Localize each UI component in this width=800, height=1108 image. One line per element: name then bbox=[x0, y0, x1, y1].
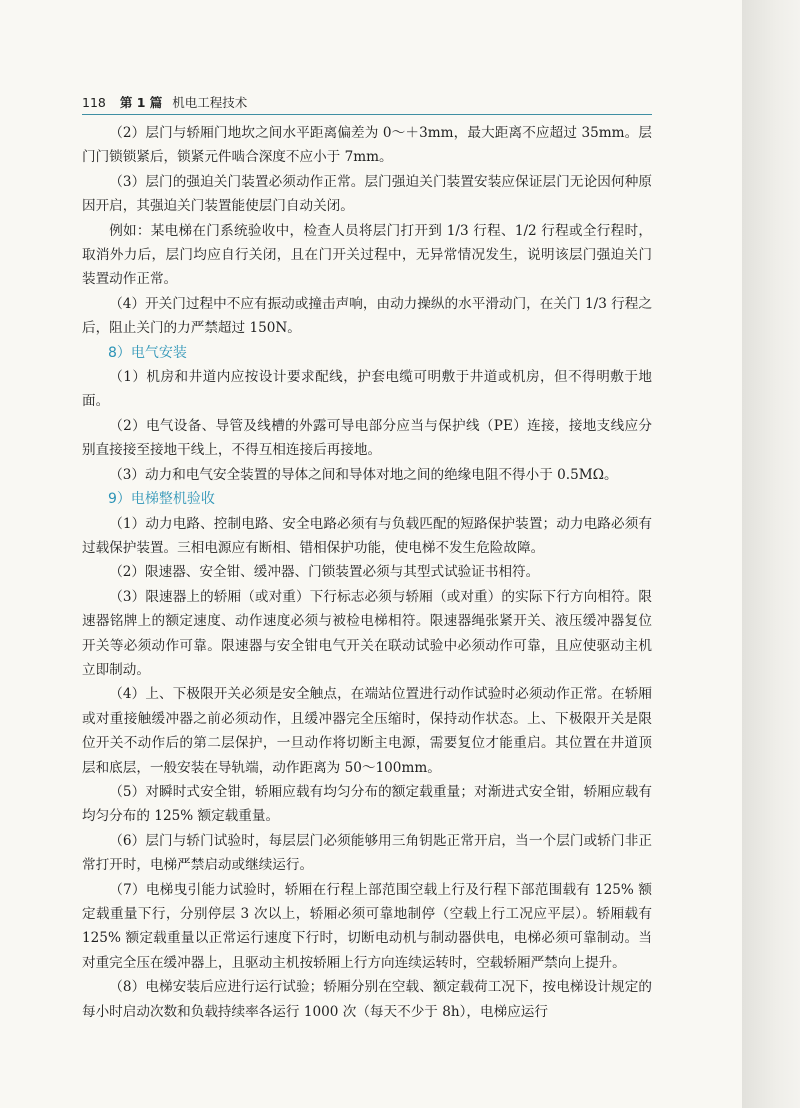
paragraph: （2）层门与轿厢门地坎之间水平距离偏差为 0～＋3mm，最大距离不应超过 35mm。层门门锁锁紧后，锁紧元件啮合深度不应小于 7mm。 bbox=[82, 125, 652, 166]
paragraph: （1）动力电路、控制电路、安全电路必须有与负载匹配的短路保护装置；动力电路必须有过载保护装置。三相电源应有断相、错相保护功能，使电梯不发生危险故障。 bbox=[82, 515, 652, 556]
paragraph: （8）电梯安装后应进行运行试验；轿厢分别在空载、额定载荷工况下，按电梯设计规定的每小时启动次数和负载持续率各运行 1000 次（每天不少于 8h），电梯应运行 bbox=[82, 979, 652, 1020]
paragraph: （6）层门与轿门试验时，每层层门必须能够用三角钥匙正常开启，当一个层门或轿门非正常打开时，电梯严禁启动或继续运行。 bbox=[82, 832, 652, 874]
page-number: 118 bbox=[82, 94, 106, 110]
chapter-title: 机电工程技术 bbox=[172, 95, 248, 110]
paragraph: （7）电梯曳引能力试验时，轿厢在行程上部范围空载上行及行程下部范围载有 125% 额定载重量下行，分别停层 3 次以上，轿厢必须可靠地制停（空载上行工况应平层）。轿厢载有 125% 额定载重量以正常运行速度下行时，切断电动机与制动器供电，电梯必须可靠制动。当对重完全压在缓冲器上，且驱动主机按轿厢上行方向连续运转时，空载轿厢严禁向上提升。 bbox=[82, 881, 652, 971]
paragraph: （1）机房和井道内应按设计要求配线，护套电缆可明敷于井道或机房，但不得明敷于地面。 bbox=[82, 369, 652, 410]
section-heading: 9）电梯整机验收 bbox=[108, 491, 215, 508]
paragraph: （4）上、下极限开关必须是安全触点，在端站位置进行动作试验时必须动作正常。在轿厢或对重接触缓冲器之前必须动作，且缓冲器完全压缩时，保持动作状态。上、下极限开关是限位开关不动作后的第二层保护，一旦动作将切断主电源，需要复位才能重启。其位置在井道顶层和底层，一般安装在导轨端，动作距离为 50～100mm。 bbox=[82, 686, 652, 776]
running-header bbox=[82, 91, 652, 113]
paragraph: 例如：某电梯在门系统验收中，检查人员将层门打开到 1/3 行程、1/2 行程或全行程时，取消外力后，层门均应自行关闭，且在门开关过程中，无异常情况发生，说明该层门强迫关门装置动作正常。 bbox=[82, 222, 652, 288]
paragraph: （5）对瞬时式安全钳，轿厢应载有均匀分布的额定载重量；对渐进式安全钳，轿厢应载有均匀分布的 125% 额定载重量。 bbox=[82, 783, 652, 825]
page-gutter bbox=[742, 0, 800, 1108]
paragraph: （3）层门的强迫关门装置必须动作正常。层门强迫关门装置安装应保证层门无论因何种原因开启，其强迫关门装置能使层门自动关闭。 bbox=[82, 173, 652, 215]
part-label: 第 1 篇 bbox=[119, 95, 163, 110]
paragraph: （4）开关门过程中不应有振动或撞击声响，由动力操纵的水平滑动门，在关门 1/3 行程之后，阻止关门的力严禁超过 150N。 bbox=[82, 295, 652, 337]
paragraph: （2）电气设备、导管及线槽的外露可导电部分应当与保护线（PE）连接，接地支线应分别直接接至接地干线上，不得互相连接后再接地。 bbox=[82, 417, 652, 459]
section-heading: 8）电气安装 bbox=[108, 344, 187, 361]
body-text bbox=[82, 121, 652, 1024]
paragraph: （3）动力和电气安全装置的导体之间和导体对地之间的绝缘电阻不得小于 0.5MΩ。 bbox=[109, 466, 618, 483]
header-rule bbox=[82, 114, 652, 115]
paragraph: （2）限速器、安全钳、缓冲器、门锁装置必须与其型式试验证书相符。 bbox=[109, 564, 540, 581]
paragraph: （3）限速器上的轿厢（或对重）下行标志必须与轿厢（或对重）的实际下行方向相符。限速器铭牌上的额定速度、动作速度必须与被检电梯相符。限速器绳张紧开关、液压缓冲器复位开关等必须动作可靠。限速器与安全钳电气开关在联动试验中必须动作可靠，且应使驱动主机立即制动。 bbox=[82, 588, 652, 678]
